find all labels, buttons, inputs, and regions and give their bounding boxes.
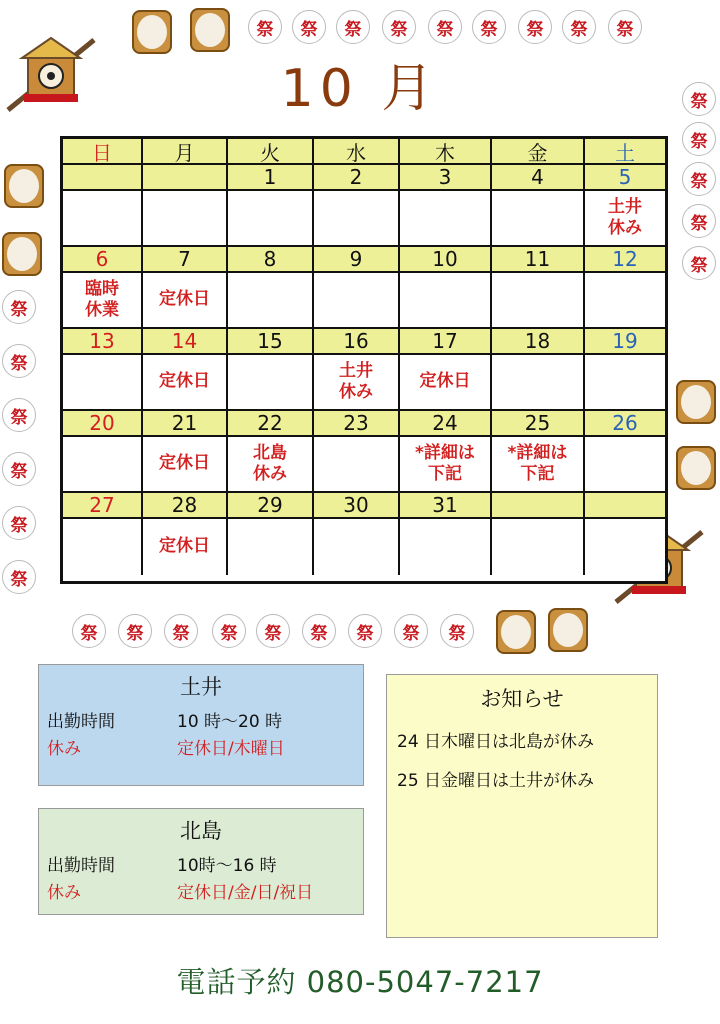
uchiwa-fan-icon: 祭 xyxy=(256,614,290,648)
date-cell: 5 xyxy=(585,165,665,191)
uchiwa-fan-icon: 祭 xyxy=(394,614,428,648)
uchiwa-fan-icon: 祭 xyxy=(2,398,36,432)
calendar-grid xyxy=(60,136,668,584)
date-cell: 29 xyxy=(228,493,314,519)
day-note xyxy=(63,437,143,493)
day-note xyxy=(228,355,314,411)
uchiwa-fan-icon: 祭 xyxy=(472,10,506,44)
day-note xyxy=(585,273,665,329)
uchiwa-fan-icon: 祭 xyxy=(682,204,716,238)
notice-box xyxy=(386,674,658,938)
uchiwa-fan-icon: 祭 xyxy=(2,344,36,378)
uchiwa-fan-icon: 祭 xyxy=(682,162,716,196)
date-cell: 23 xyxy=(314,411,400,437)
day-note xyxy=(492,519,585,575)
weekday-header: 月 xyxy=(143,139,228,165)
date-cell xyxy=(63,165,143,191)
uchiwa-fan-icon: 祭 xyxy=(302,614,336,648)
taiko-drum-icon xyxy=(2,232,42,276)
days-off-value: 定休日/木曜日 xyxy=(177,739,285,759)
weekday-header: 木 xyxy=(400,139,492,165)
uchiwa-fan-icon: 祭 xyxy=(2,560,36,594)
day-note xyxy=(63,355,143,411)
day-note xyxy=(585,355,665,411)
day-note xyxy=(400,273,492,329)
day-note: 定休日 xyxy=(143,437,228,493)
uchiwa-fan-icon: 祭 xyxy=(682,122,716,156)
date-cell: 4 xyxy=(492,165,585,191)
day-note xyxy=(492,355,585,411)
date-cell: 13 xyxy=(63,329,143,355)
days-off-row xyxy=(47,878,355,903)
uchiwa-fan-icon: 祭 xyxy=(348,614,382,648)
date-cell: 17 xyxy=(400,329,492,355)
date-cell xyxy=(143,165,228,191)
weekday-header: 日 xyxy=(63,139,143,165)
date-cell: 31 xyxy=(400,493,492,519)
work-hours-row xyxy=(47,851,355,876)
day-note xyxy=(63,519,143,575)
uchiwa-fan-icon: 祭 xyxy=(164,614,198,648)
date-cell: 18 xyxy=(492,329,585,355)
taiko-drum-icon xyxy=(676,446,716,490)
date-cell: 21 xyxy=(143,411,228,437)
uchiwa-fan-icon: 祭 xyxy=(562,10,596,44)
weekday-header: 水 xyxy=(314,139,400,165)
date-cell: 1 xyxy=(228,165,314,191)
work-hours-label: 出勤時間 xyxy=(47,712,115,732)
staff-name: 土井 xyxy=(180,675,222,699)
day-note xyxy=(400,191,492,247)
day-note xyxy=(400,519,492,575)
date-cell: 25 xyxy=(492,411,585,437)
weekday-header: 金 xyxy=(492,139,585,165)
day-note xyxy=(143,191,228,247)
date-cell: 9 xyxy=(314,247,400,273)
day-note: 臨時 休業 xyxy=(63,273,143,329)
date-cell: 2 xyxy=(314,165,400,191)
uchiwa-fan-icon: 祭 xyxy=(212,614,246,648)
date-cell: 8 xyxy=(228,247,314,273)
date-cell: 3 xyxy=(400,165,492,191)
day-note: 定休日 xyxy=(143,273,228,329)
days-off-row xyxy=(47,734,355,759)
uchiwa-fan-icon: 祭 xyxy=(682,82,716,116)
day-note: 土井 休み xyxy=(314,355,400,411)
date-cell: 26 xyxy=(585,411,665,437)
uchiwa-fan-icon: 祭 xyxy=(382,10,416,44)
days-off-label: 休み xyxy=(47,739,81,759)
days-off-value: 定休日/金/日/祝日 xyxy=(177,883,314,903)
date-cell: 11 xyxy=(492,247,585,273)
uchiwa-fan-icon: 祭 xyxy=(518,10,552,44)
notice-line: 25 日金曜日は土井が休み xyxy=(397,771,595,791)
uchiwa-fan-icon: 祭 xyxy=(336,10,370,44)
day-note xyxy=(63,191,143,247)
phone-reservation: 電話予約 080-5047-7217 xyxy=(176,965,544,999)
day-note xyxy=(228,191,314,247)
day-note xyxy=(492,273,585,329)
date-cell: 24 xyxy=(400,411,492,437)
staff-box-kitajima xyxy=(38,808,364,915)
weekday-header: 火 xyxy=(228,139,314,165)
day-note xyxy=(492,191,585,247)
work-hours-row xyxy=(47,707,355,732)
date-cell xyxy=(585,493,665,519)
day-note xyxy=(314,519,400,575)
uchiwa-fan-icon: 祭 xyxy=(2,506,36,540)
date-cell: 6 xyxy=(63,247,143,273)
uchiwa-fan-icon: 祭 xyxy=(608,10,642,44)
uchiwa-fan-icon: 祭 xyxy=(72,614,106,648)
day-note xyxy=(228,519,314,575)
date-cell: 27 xyxy=(63,493,143,519)
date-cell: 10 xyxy=(400,247,492,273)
taiko-drum-icon xyxy=(548,608,588,652)
day-note: 北島 休み xyxy=(228,437,314,493)
day-note xyxy=(314,437,400,493)
uchiwa-fan-icon: 祭 xyxy=(2,290,36,324)
month-title: 10 月 xyxy=(280,59,440,119)
date-cell: 30 xyxy=(314,493,400,519)
day-note: *詳細は 下記 xyxy=(492,437,585,493)
notice-title: お知らせ xyxy=(480,687,564,711)
date-cell: 16 xyxy=(314,329,400,355)
day-note xyxy=(585,437,665,493)
day-note xyxy=(314,191,400,247)
day-note: *詳細は 下記 xyxy=(400,437,492,493)
date-cell: 14 xyxy=(143,329,228,355)
uchiwa-fan-icon: 祭 xyxy=(440,614,474,648)
work-hours-value: 10 時〜20 時 xyxy=(177,712,283,732)
day-note xyxy=(314,273,400,329)
date-cell: 20 xyxy=(63,411,143,437)
taiko-drum-icon xyxy=(676,380,716,424)
staff-name: 北島 xyxy=(180,819,222,843)
work-hours-value: 10時〜16 時 xyxy=(177,856,277,876)
uchiwa-fan-icon: 祭 xyxy=(428,10,462,44)
uchiwa-fan-icon: 祭 xyxy=(292,10,326,44)
days-off-label: 休み xyxy=(47,883,81,903)
date-cell: 7 xyxy=(143,247,228,273)
uchiwa-fan-icon: 祭 xyxy=(2,452,36,486)
day-note xyxy=(228,273,314,329)
date-cell: 22 xyxy=(228,411,314,437)
work-hours-label: 出勤時間 xyxy=(47,856,115,876)
day-note: 定休日 xyxy=(143,355,228,411)
taiko-drum-icon xyxy=(4,164,44,208)
date-cell xyxy=(492,493,585,519)
date-cell: 19 xyxy=(585,329,665,355)
day-note xyxy=(585,519,665,575)
uchiwa-fan-icon: 祭 xyxy=(248,10,282,44)
date-cell: 12 xyxy=(585,247,665,273)
day-note: 定休日 xyxy=(143,519,228,575)
weekday-header: 土 xyxy=(585,139,665,165)
day-note: 定休日 xyxy=(400,355,492,411)
uchiwa-fan-icon: 祭 xyxy=(682,246,716,280)
staff-box-doi xyxy=(38,664,364,786)
uchiwa-fan-icon: 祭 xyxy=(118,614,152,648)
taiko-drum-icon xyxy=(496,610,536,654)
day-note: 土井 休み xyxy=(585,191,665,247)
date-cell: 28 xyxy=(143,493,228,519)
notice-line: 24 日木曜日は北島が休み xyxy=(397,732,595,752)
date-cell: 15 xyxy=(228,329,314,355)
